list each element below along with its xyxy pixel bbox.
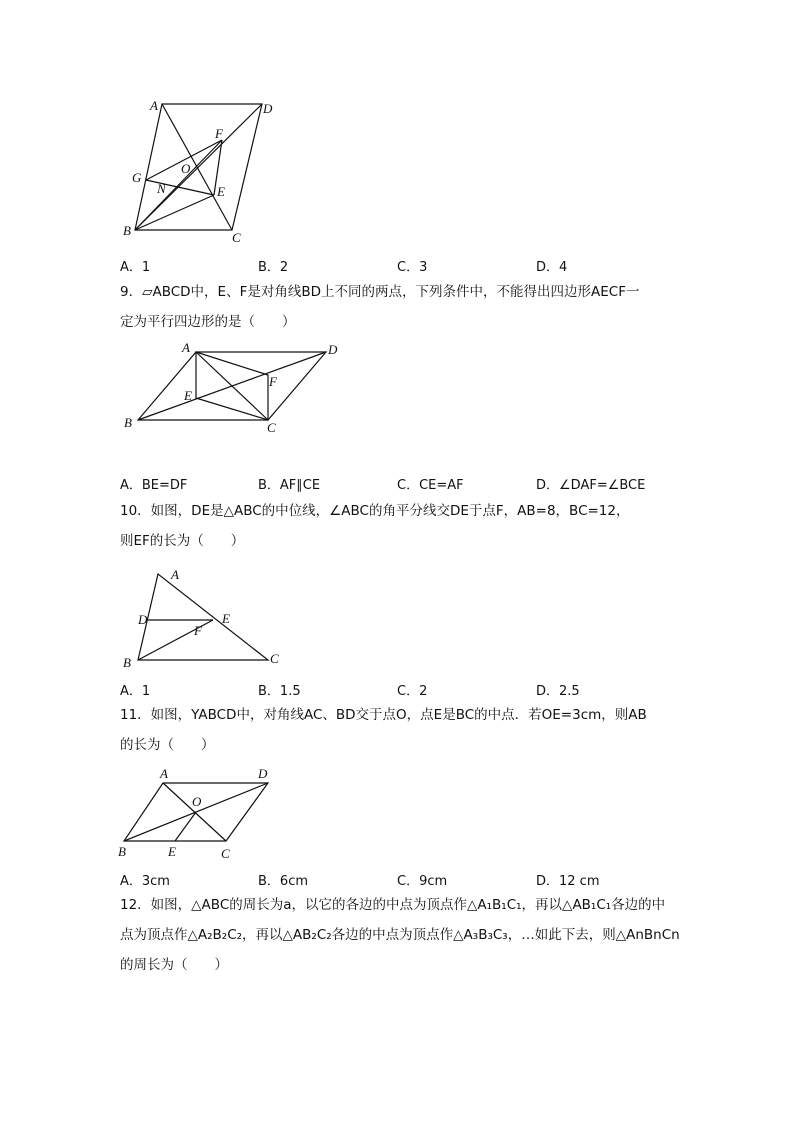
q8-label-f: F bbox=[215, 126, 223, 141]
q10-option-d[interactable]: D．2.5 bbox=[536, 684, 580, 699]
q9-line-1: 9．▱ABCD中，E、F是对角线BD上不同的两点，下列条件中，不能得出四边形AECF一 bbox=[120, 284, 640, 300]
q12-stem bbox=[120, 890, 680, 980]
q9-line-2: 定为平行四边形的是（ ） bbox=[120, 314, 296, 330]
q11-label-d: D bbox=[258, 766, 268, 781]
q10-line-1: 10．如图，DE是△ABC的中位线，∠ABC的角平分线交DE于点F，AB=8，BC=12， bbox=[120, 503, 630, 519]
q8-option-c[interactable]: C．3 bbox=[397, 260, 428, 275]
q11-stem bbox=[120, 700, 680, 760]
q10-label-f: F bbox=[194, 623, 202, 638]
q8-diagonal-ac bbox=[162, 104, 232, 230]
q11-figure bbox=[118, 765, 288, 865]
q11-option-b[interactable]: B．6cm bbox=[258, 874, 309, 889]
q8-option-a[interactable]: A．1 bbox=[120, 260, 151, 275]
q8-segment-bf bbox=[135, 140, 222, 230]
q9-option-c[interactable]: C．CE=AF bbox=[397, 478, 464, 493]
q10-label-d: D bbox=[138, 612, 148, 627]
q11-option-c[interactable]: C．9cm bbox=[397, 874, 448, 889]
q10-label-b: B bbox=[123, 655, 131, 670]
q11-label-b: B bbox=[118, 844, 126, 859]
q8-label-d: D bbox=[263, 101, 273, 116]
q11-label-a: A bbox=[160, 766, 168, 781]
q8-label-b: B bbox=[123, 223, 131, 238]
q11-label-o: O bbox=[192, 794, 202, 809]
q12-line-2: 点为顶点作△A₂B₂C₂，再以△AB₂C₂各边的中点为顶点作△A₃B₃C₃，…如此下去，则△AnBnCn bbox=[120, 927, 680, 943]
q8-label-c: C bbox=[232, 230, 241, 245]
q10-label-c: C bbox=[270, 651, 279, 666]
q12-line-1: 12．如图，△ABC的周长为a，以它的各边的中点为顶点作△A₁B₁C₁，再以△AB₁C₁各边的中 bbox=[120, 897, 666, 913]
q11-option-d[interactable]: D．12 cm bbox=[536, 874, 600, 889]
q11-line-1: 11．如图，YABCD中，对角线AC、BD交于点O，点E是BC的中点．若OE=3cm，则AB bbox=[120, 707, 647, 723]
q10-line-2: 则EF的长为（ ） bbox=[120, 533, 245, 549]
q9-label-d: D bbox=[328, 342, 338, 357]
q9-label-c: C bbox=[267, 420, 276, 435]
q11-label-e: E bbox=[168, 844, 176, 859]
q9-option-d[interactable]: D．∠DAF=∠BCE bbox=[536, 478, 646, 493]
q9-figure bbox=[118, 340, 348, 440]
q8-figure bbox=[110, 92, 300, 247]
q10-option-c[interactable]: C．2 bbox=[397, 684, 428, 699]
q9-label-a: A bbox=[182, 340, 190, 355]
q10-option-b[interactable]: B．1.5 bbox=[258, 684, 301, 699]
q12-line-3: 的周长为（ ） bbox=[120, 957, 228, 973]
q8-label-a: A bbox=[150, 98, 158, 113]
q9-option-b[interactable]: B．AF∥CE bbox=[258, 478, 321, 493]
q10-figure bbox=[118, 562, 293, 672]
q10-stem bbox=[120, 496, 680, 556]
q9-label-f: F bbox=[269, 374, 277, 389]
q11-label-c: C bbox=[221, 846, 230, 861]
q8-segment-be bbox=[135, 195, 214, 230]
q8-label-g: G bbox=[132, 170, 142, 185]
q9-label-e: E bbox=[184, 388, 192, 403]
q9-option-a[interactable]: A．BE=DF bbox=[120, 478, 188, 493]
q9-label-b: B bbox=[124, 415, 132, 430]
q8-option-d[interactable]: D．4 bbox=[536, 260, 568, 275]
q8-option-b[interactable]: B．2 bbox=[258, 260, 289, 275]
q9-diagonal-ac bbox=[196, 352, 268, 420]
q8-label-o: O bbox=[181, 161, 191, 176]
q9-stem bbox=[120, 277, 680, 337]
q10-label-e: E bbox=[222, 611, 230, 626]
q8-label-n: N bbox=[157, 181, 166, 196]
q11-line-2: 的长为（ ） bbox=[120, 737, 215, 753]
q10-triangle-abc bbox=[138, 574, 268, 660]
q8-label-e: E bbox=[217, 184, 225, 199]
q10-option-a[interactable]: A．1 bbox=[120, 684, 151, 699]
q11-option-a[interactable]: A．3cm bbox=[120, 874, 170, 889]
q10-label-a: A bbox=[171, 567, 179, 582]
